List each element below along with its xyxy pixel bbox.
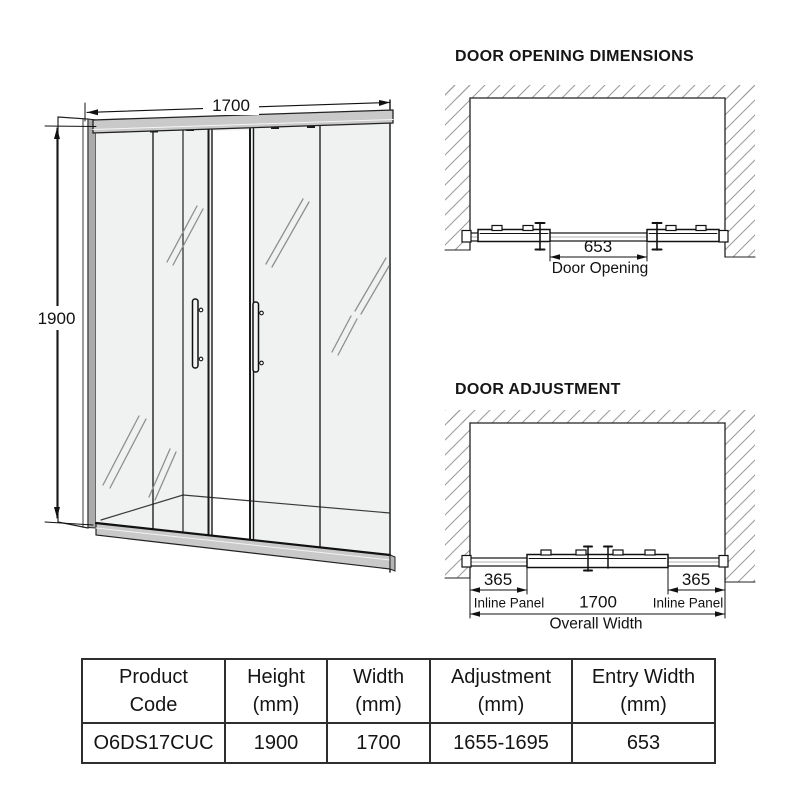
cell-adjustment: 1655-1695	[430, 723, 572, 763]
center-width-label: 1700	[579, 592, 617, 612]
height-dimension-label: 1900	[37, 309, 76, 328]
left-inline-caption: Inline Panel	[473, 595, 545, 611]
door-opening-title: DOOR OPENING DIMENSIONS	[455, 48, 694, 65]
cell-height: 1900	[225, 723, 327, 763]
header-product-code: Product Code	[82, 659, 225, 723]
wall-hatch-top	[445, 85, 755, 98]
overall-width-caption: Overall Width	[549, 615, 643, 633]
glass-panels	[96, 100, 390, 572]
header-adjustment: Adjustment (mm)	[430, 659, 572, 723]
adjustment-dimensions	[470, 567, 725, 633]
door-opening-gap	[212, 130, 250, 540]
opening-dimension	[550, 237, 648, 277]
door-opening-plan	[445, 85, 755, 277]
main-elevation-drawing	[35, 96, 395, 572]
cell-entry-width: 653	[572, 723, 715, 763]
wall-hatch-left	[445, 410, 470, 578]
door-adjustment-title: DOOR ADJUSTMENT	[455, 381, 621, 398]
header-width: Width (mm)	[327, 659, 430, 723]
spec-table-data-row	[82, 723, 715, 763]
header-entry-width: Entry Width (mm)	[572, 659, 715, 723]
opening-caption: Door Opening	[551, 260, 649, 277]
header-height: Height (mm)	[225, 659, 327, 723]
wall-hatch-left	[445, 85, 470, 250]
cell-product-code: O6DS17CUC	[82, 723, 225, 763]
spec-table	[81, 658, 716, 764]
plan-track	[462, 546, 728, 571]
spec-table-header-row	[82, 659, 715, 723]
wall-hatch-right	[725, 85, 755, 257]
width-dimension-label: 1700	[212, 96, 250, 115]
door-panel-center	[527, 555, 668, 568]
cell-width: 1700	[327, 723, 430, 763]
right-inline-caption: Inline Panel	[652, 595, 724, 611]
left-inline-dim-label: 365	[483, 570, 513, 589]
wall-hatch-right	[725, 410, 755, 582]
opening-dimension-label: 653	[583, 237, 613, 256]
right-inline-dim-label: 365	[681, 570, 711, 589]
wall-hatch-top	[445, 410, 755, 423]
door-adjustment-plan	[445, 410, 755, 633]
